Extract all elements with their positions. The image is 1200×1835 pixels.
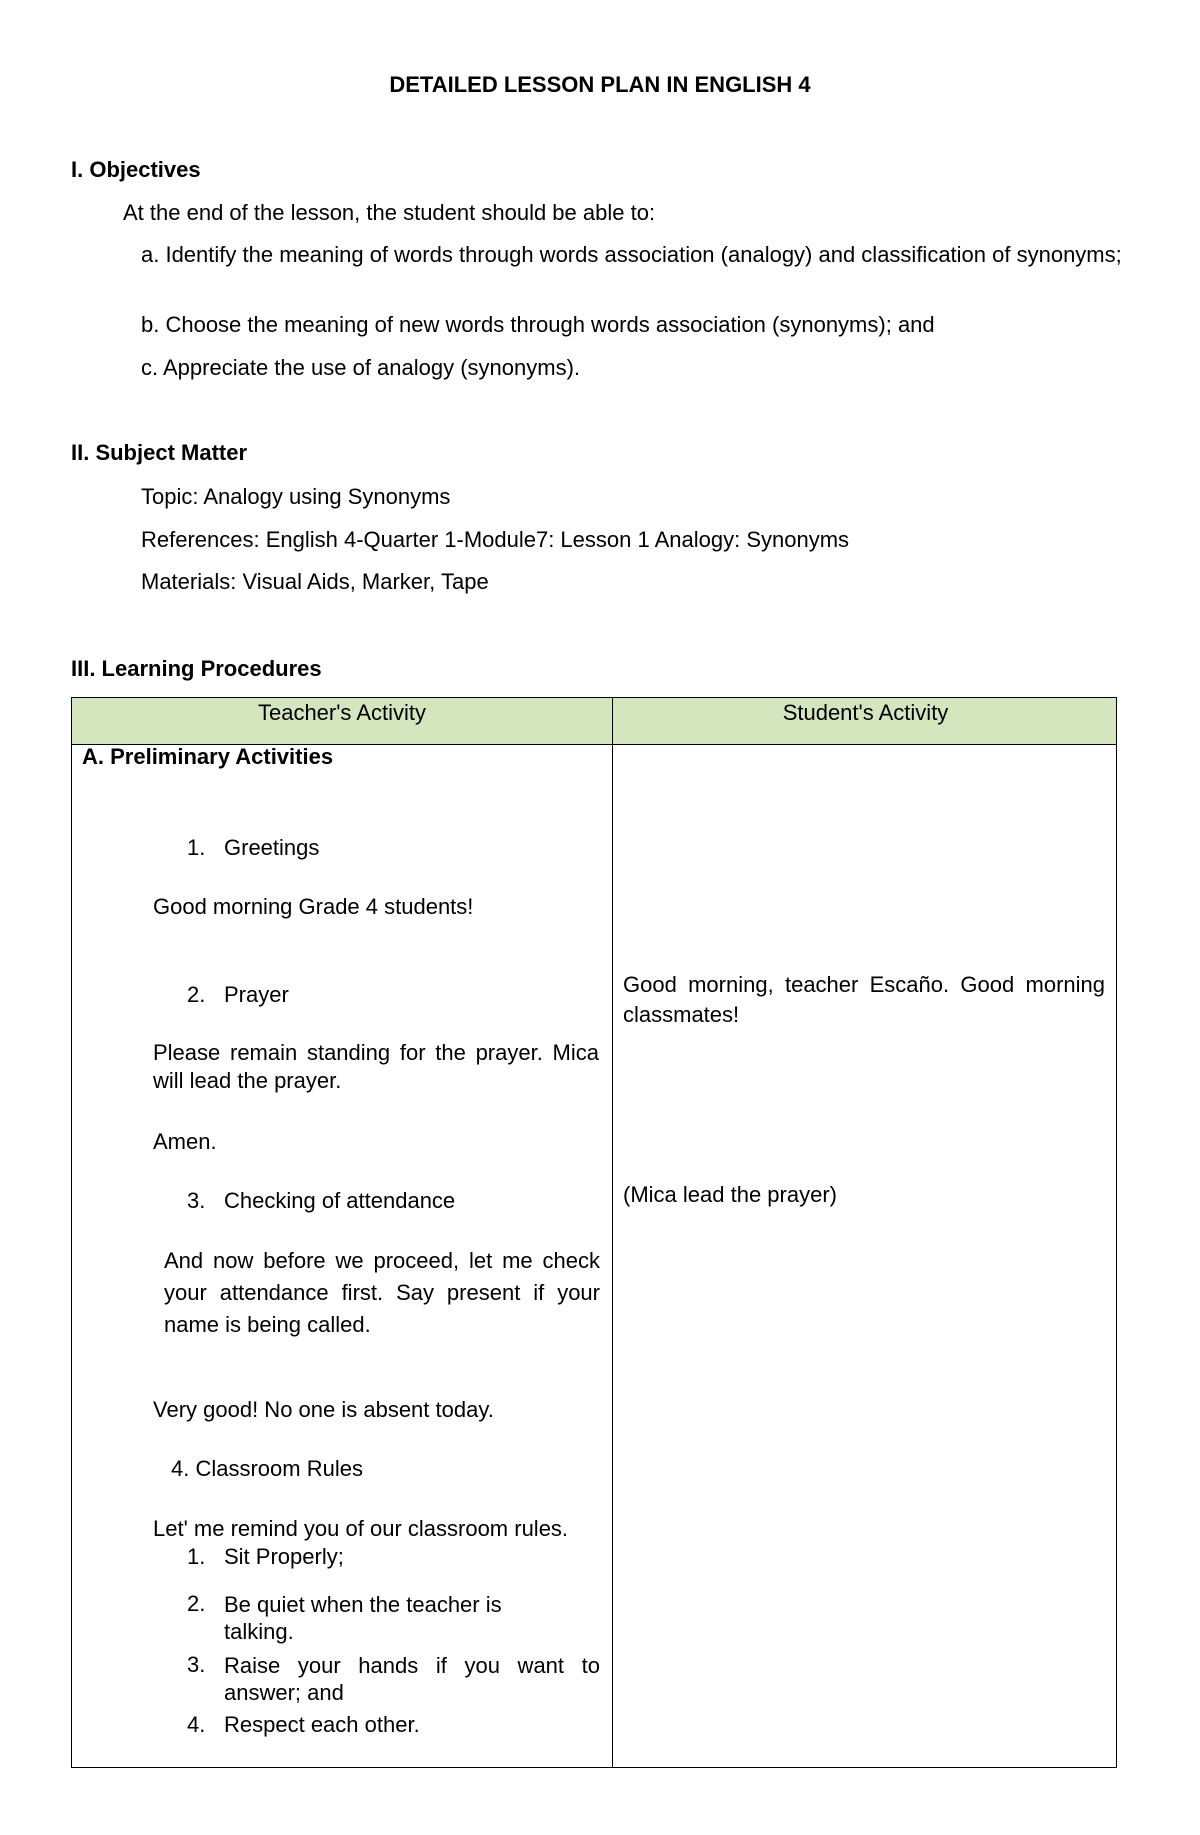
topic-line: Topic: Analogy using Synonyms	[141, 484, 451, 509]
objective-b: b. Choose the meaning of new words through words association (synonyms); and	[141, 312, 935, 337]
rule-text: Respect each other.	[224, 1712, 420, 1737]
student-greeting-response: Good morning, teacher Escaño. Good morning classmates!	[623, 972, 1105, 1027]
attendance-text: And now before we proceed, let me check your attendance first. Say present if your name is being called.	[164, 1248, 600, 1337]
page-title: DETAILED LESSON PLAN IN ENGLISH 4	[389, 72, 811, 97]
classroom-rules-heading: 4. Classroom Rules	[171, 1456, 363, 1481]
preliminary-activities-heading: A. Preliminary Activities	[82, 744, 334, 769]
column-divider	[612, 698, 613, 1767]
rule-text: Sit Properly;	[224, 1544, 344, 1569]
objective-a: a. Identify the meaning of words through words association (analogy) and classification of synonyms;	[141, 242, 1122, 267]
teacher-activity-header: Teacher's Activity	[257, 700, 427, 725]
materials-line: Materials: Visual Aids, Marker, Tape	[141, 569, 489, 594]
objective-c: c. Appreciate the use of analogy (synonyms).	[141, 355, 581, 380]
student-prayer-response: (Mica lead the prayer)	[623, 1182, 837, 1207]
rule-text: Raise your hands if you want to answer; and	[224, 1653, 600, 1705]
rules-intro: Let' me remind you of our classroom rules.	[153, 1516, 569, 1541]
objectives-intro: At the end of the lesson, the student should be able to:	[123, 200, 656, 225]
subject-matter-heading: II. Subject Matter	[71, 440, 248, 465]
rule-number: 1.	[187, 1544, 206, 1569]
attendance-number: 3.	[187, 1188, 206, 1213]
greeting-text: Good morning Grade 4 students!	[153, 894, 474, 919]
references-line: References: English 4-Quarter 1-Module7: Lesson 1 Analogy: Synonyms	[141, 527, 850, 552]
attendance-label: Checking of attendance	[224, 1188, 456, 1213]
rule-number: 4.	[187, 1712, 206, 1737]
greetings-number: 1.	[187, 835, 206, 860]
very-good-text: Very good! No one is absent today.	[153, 1397, 494, 1422]
prayer-label: Prayer	[224, 982, 289, 1007]
rule-text: Be quiet when the teacher is talking.	[224, 1592, 502, 1644]
prayer-text: Please remain standing for the prayer. Mica will lead the prayer.	[153, 1040, 599, 1093]
objectives-heading: I. Objectives	[71, 157, 201, 182]
student-activity-header: Student's Activity	[782, 700, 949, 725]
prayer-number: 2.	[187, 982, 206, 1007]
amen-text: Amen.	[153, 1129, 217, 1154]
greetings-label: Greetings	[224, 835, 320, 860]
procedures-heading: III. Learning Procedures	[71, 656, 322, 681]
rule-number: 2.	[187, 1591, 206, 1616]
rule-number: 3.	[187, 1652, 206, 1677]
